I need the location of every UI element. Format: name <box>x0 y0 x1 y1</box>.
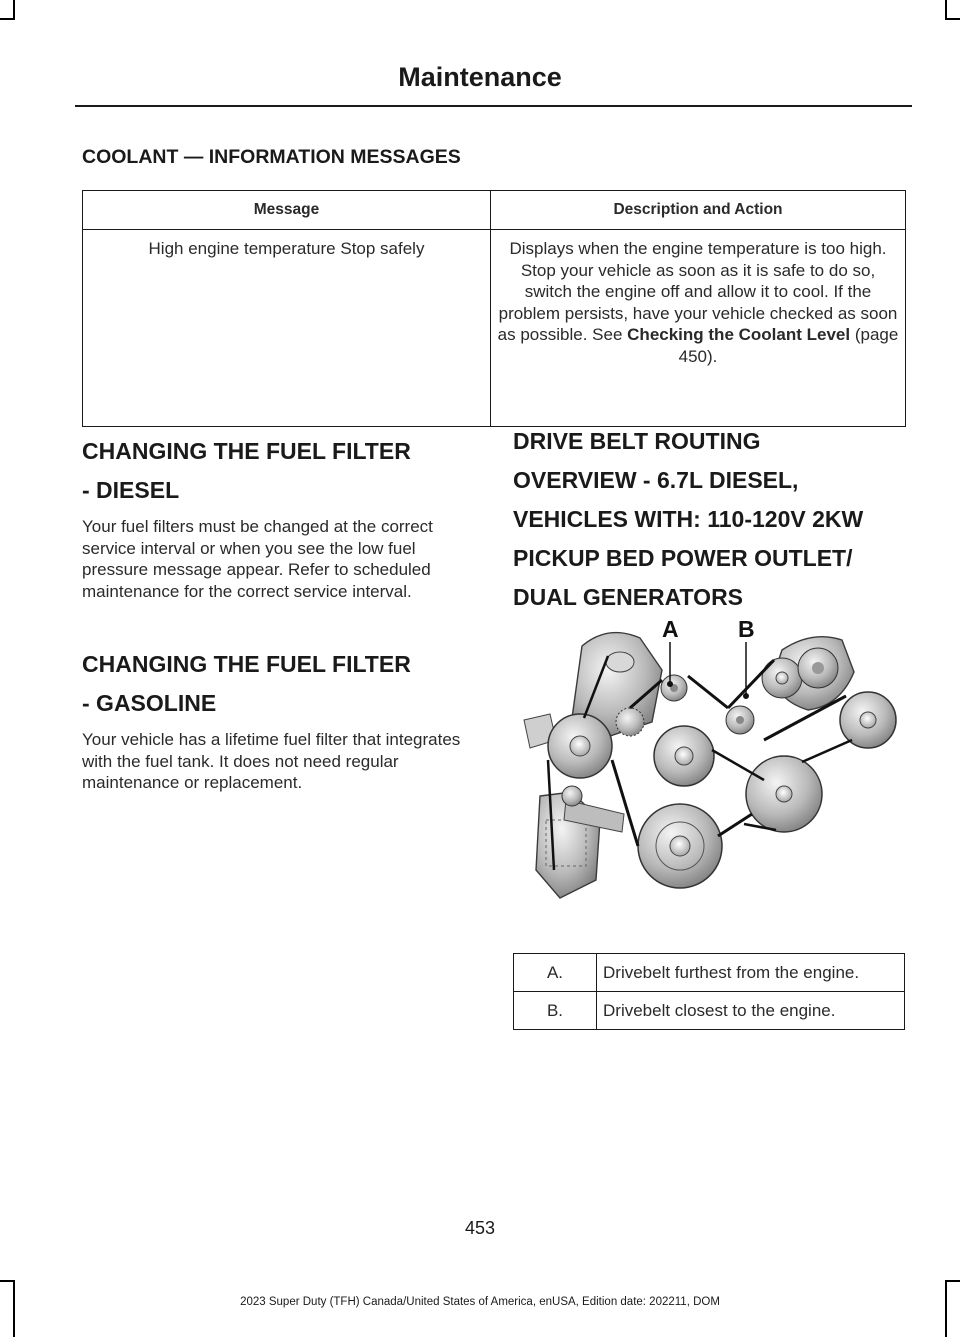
column-header-description: Description and Action <box>491 191 906 230</box>
table-row <box>514 954 905 992</box>
callout-dot-b <box>743 693 749 699</box>
heading-line: CHANGING THE FUEL FILTER <box>82 651 411 677</box>
heading-line: DRIVE BELT ROUTING <box>513 428 761 454</box>
coolant-message-table <box>82 190 906 427</box>
heading-line: - GASOLINE <box>82 690 217 716</box>
crop-mark <box>945 18 960 20</box>
gasoline-paragraph: Your vehicle has a lifetime fuel filter that integrates with the fuel tank. It does not need regular maintenance or replacement. <box>82 730 461 792</box>
alternator-pulley-hub <box>812 662 824 674</box>
table-header-row <box>83 191 906 230</box>
tensioner-pulley-right-hub <box>776 672 788 684</box>
legend-text: Drivebelt furthest from the engine. <box>597 954 905 992</box>
heading-fuel-filter-diesel <box>82 432 411 510</box>
crop-mark <box>945 1280 960 1282</box>
large-idler-hub <box>776 786 792 802</box>
cover-boss <box>606 652 634 672</box>
fan-drive-pulley <box>616 708 644 736</box>
legend-key: B. <box>514 992 597 1030</box>
callout-label-a: A <box>662 616 679 642</box>
table-row <box>83 230 906 427</box>
crop-mark <box>13 0 15 18</box>
table-row <box>514 992 905 1030</box>
ac-compressor-hub <box>860 712 876 728</box>
idler-pulley-middle-hub <box>736 716 744 724</box>
page-number: 453 <box>464 1218 496 1238</box>
description-text: Displays when the engine temperature is too high. Stop your vehicle as soon as it is safe to do so, switch the engine off and allow it to cool. If the problem persists, have your vehicle checked as soon as possible. See <box>497 239 898 344</box>
page-reference: (page 450). <box>678 325 899 366</box>
heading-drive-belt-routing <box>513 422 863 617</box>
callout-dot-a <box>667 681 673 687</box>
small-idler-left <box>562 786 582 806</box>
description-cell <box>491 230 906 427</box>
crankshaft-hub <box>670 836 690 856</box>
crop-mark <box>945 1280 947 1337</box>
callout-label-b: B <box>738 616 755 642</box>
message-cell: High engine temperature Stop safely <box>83 230 491 427</box>
heading-line: DUAL GENERATORS <box>513 584 744 610</box>
cross-reference-link[interactable]: Checking the Coolant Level <box>627 325 851 344</box>
heading-line: PICKUP BED POWER OUTLET/ <box>513 545 853 571</box>
header-divider <box>75 105 912 107</box>
heading-line: CHANGING THE FUEL FILTER <box>82 438 411 464</box>
crop-mark <box>13 1280 15 1337</box>
heading-fuel-filter-gasoline <box>82 645 411 723</box>
legend-text: Drivebelt closest to the engine. <box>597 992 905 1030</box>
heading-line: OVERVIEW - 6.7L DIESEL, <box>513 467 799 493</box>
heading-line: VEHICLES WITH: 110-120V 2KW <box>513 506 864 532</box>
page-header: Maintenance <box>398 62 562 92</box>
page-footer: 2023 Super Duty (TFH) Canada/United States of America, enUSA, Edition date: 202211, DOM <box>240 1296 720 1308</box>
crop-mark <box>0 1280 15 1282</box>
crank-upper-hub <box>675 747 693 765</box>
diesel-paragraph: Your fuel filters must be changed at the correct service interval or when you see the low fuel pressure message appear. Refer to scheduled maintenance for the correct service interval. <box>82 517 433 601</box>
drive-belt-diagram <box>512 610 906 930</box>
belt-legend-table <box>513 953 905 1030</box>
crop-mark <box>945 0 947 18</box>
section-title-coolant: COOLANT — INFORMATION MESSAGES <box>82 146 461 168</box>
water-pump-hub <box>570 736 590 756</box>
heading-line: - DIESEL <box>82 477 180 503</box>
crop-mark <box>0 18 15 20</box>
legend-key: A. <box>514 954 597 992</box>
column-header-message: Message <box>83 191 491 230</box>
